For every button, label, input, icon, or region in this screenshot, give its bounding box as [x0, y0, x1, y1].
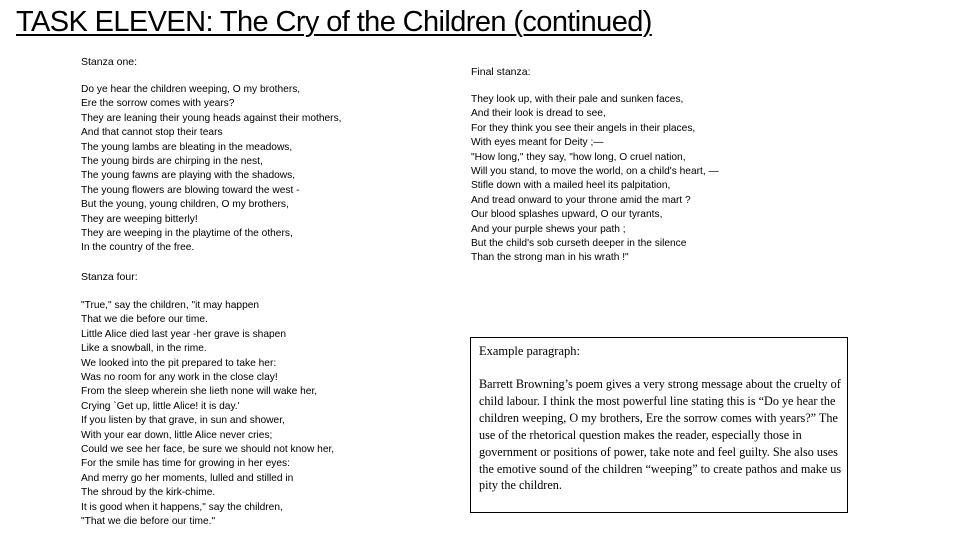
poem-line: The young birds are chirping in the nest, — [81, 156, 263, 168]
poem-line: They look up, with their pale and sunken faces, — [471, 94, 684, 105]
final-stanza-text — [471, 93, 719, 266]
poem-line: Do ye hear the children weeping, O my brothers, — [81, 84, 301, 95]
poem-line: But the young, young children, O my brothers, — [81, 199, 289, 211]
poem-line: Like a snowball, in the rime. — [81, 343, 207, 355]
stanza-four-text — [81, 299, 334, 530]
example-paragraph-box — [470, 337, 848, 513]
example-heading: Example paragraph: — [479, 344, 580, 358]
poem-line: Was no room for any work in the close clay! — [81, 372, 278, 384]
poem-line: "True," say the children, "it may happen — [81, 300, 260, 311]
poem-line: It is good when it happens," say the children, — [81, 501, 283, 513]
poem-line: They are weeping bitterly! — [81, 213, 198, 225]
final-stanza-label: Final stanza: — [471, 66, 531, 78]
poem-line: With eyes meant for Deity ;— — [471, 137, 604, 149]
poem-line: And merry go her moments, lulled and stilled in — [81, 472, 294, 484]
poem-line: Our blood splashes upward, O our tyrants, — [471, 209, 663, 221]
stanza-four-label: Stanza four: — [81, 271, 138, 283]
poem-line: Crying `Get up, little Alice! it is day.' — [81, 400, 240, 412]
poem-line: The young fawns are playing with the shadows, — [81, 170, 296, 182]
poem-line: The young lambs are bleating in the meadows, — [81, 141, 293, 153]
stanza-one-text — [81, 83, 342, 256]
example-paragraph-text: Barrett Browning’s poem gives a very strong message about the cruelty of child labour. I think the most powerful line stating this is “Do ye hear the children weeping, O my brothers, Ere the sorrow comes with years?” The use of the rhetorical question makes the reader, especially those in government or positions of power, take note and feel guilty. She also uses the emotive sound of the children “weeping” to create pathos and make us pity the children. — [479, 377, 842, 493]
poem-line: Stifle down with a mailed heel its palpitation, — [471, 180, 671, 192]
poem-line: "How long," they say, "how long, O cruel nation, — [471, 151, 686, 163]
poem-line: In the country of the free. — [81, 242, 195, 254]
poem-line: And tread onward to your throne amid the mart ? — [471, 194, 691, 206]
poem-line: Little Alice died last year -her grave is shapen — [81, 328, 286, 340]
poem-line: Will you stand, to move the world, on a child's heart, — — [471, 166, 719, 178]
poem-line: The young flowers are blowing toward the west - — [81, 184, 300, 196]
poem-line: For the smile has time for growing in her eyes: — [81, 458, 290, 470]
page-title: TASK ELEVEN: The Cry of the Children (continued) — [16, 6, 652, 38]
poem-line: They are leaning their young heads against their mothers, — [81, 112, 342, 124]
poem-line: We looked into the pit prepared to take her: — [81, 357, 277, 369]
poem-line: They are weeping in the playtime of the others, — [81, 228, 293, 240]
poem-line: That we die before our time. — [81, 314, 208, 326]
poem-line: With your ear down, little Alice never cries; — [81, 429, 273, 441]
poem-line: From the sleep wherein she lieth none will wake her, — [81, 386, 318, 398]
poem-line: Could we see her face, be sure we should not know her, — [81, 444, 335, 456]
poem-line: But the child's sob curseth deeper in the silence — [471, 238, 687, 250]
stanza-one-label: Stanza one: — [81, 56, 138, 68]
poem-line: And their look is dread to see, — [471, 108, 606, 120]
poem-line: Than the strong man in his wrath !" — [471, 252, 629, 264]
poem-line: Ere the sorrow comes with years? — [81, 98, 235, 110]
poem-line: "That we die before our time." — [81, 516, 216, 528]
poem-line: For they think you see their angels in their places, — [471, 122, 696, 134]
poem-line: The shroud by the kirk-chime. — [81, 487, 216, 499]
poem-line: And your purple shews your path ; — [471, 223, 626, 235]
poem-line: And that cannot stop their tears — [81, 127, 223, 139]
poem-line: If you listen by that grave, in sun and shower, — [81, 415, 285, 427]
